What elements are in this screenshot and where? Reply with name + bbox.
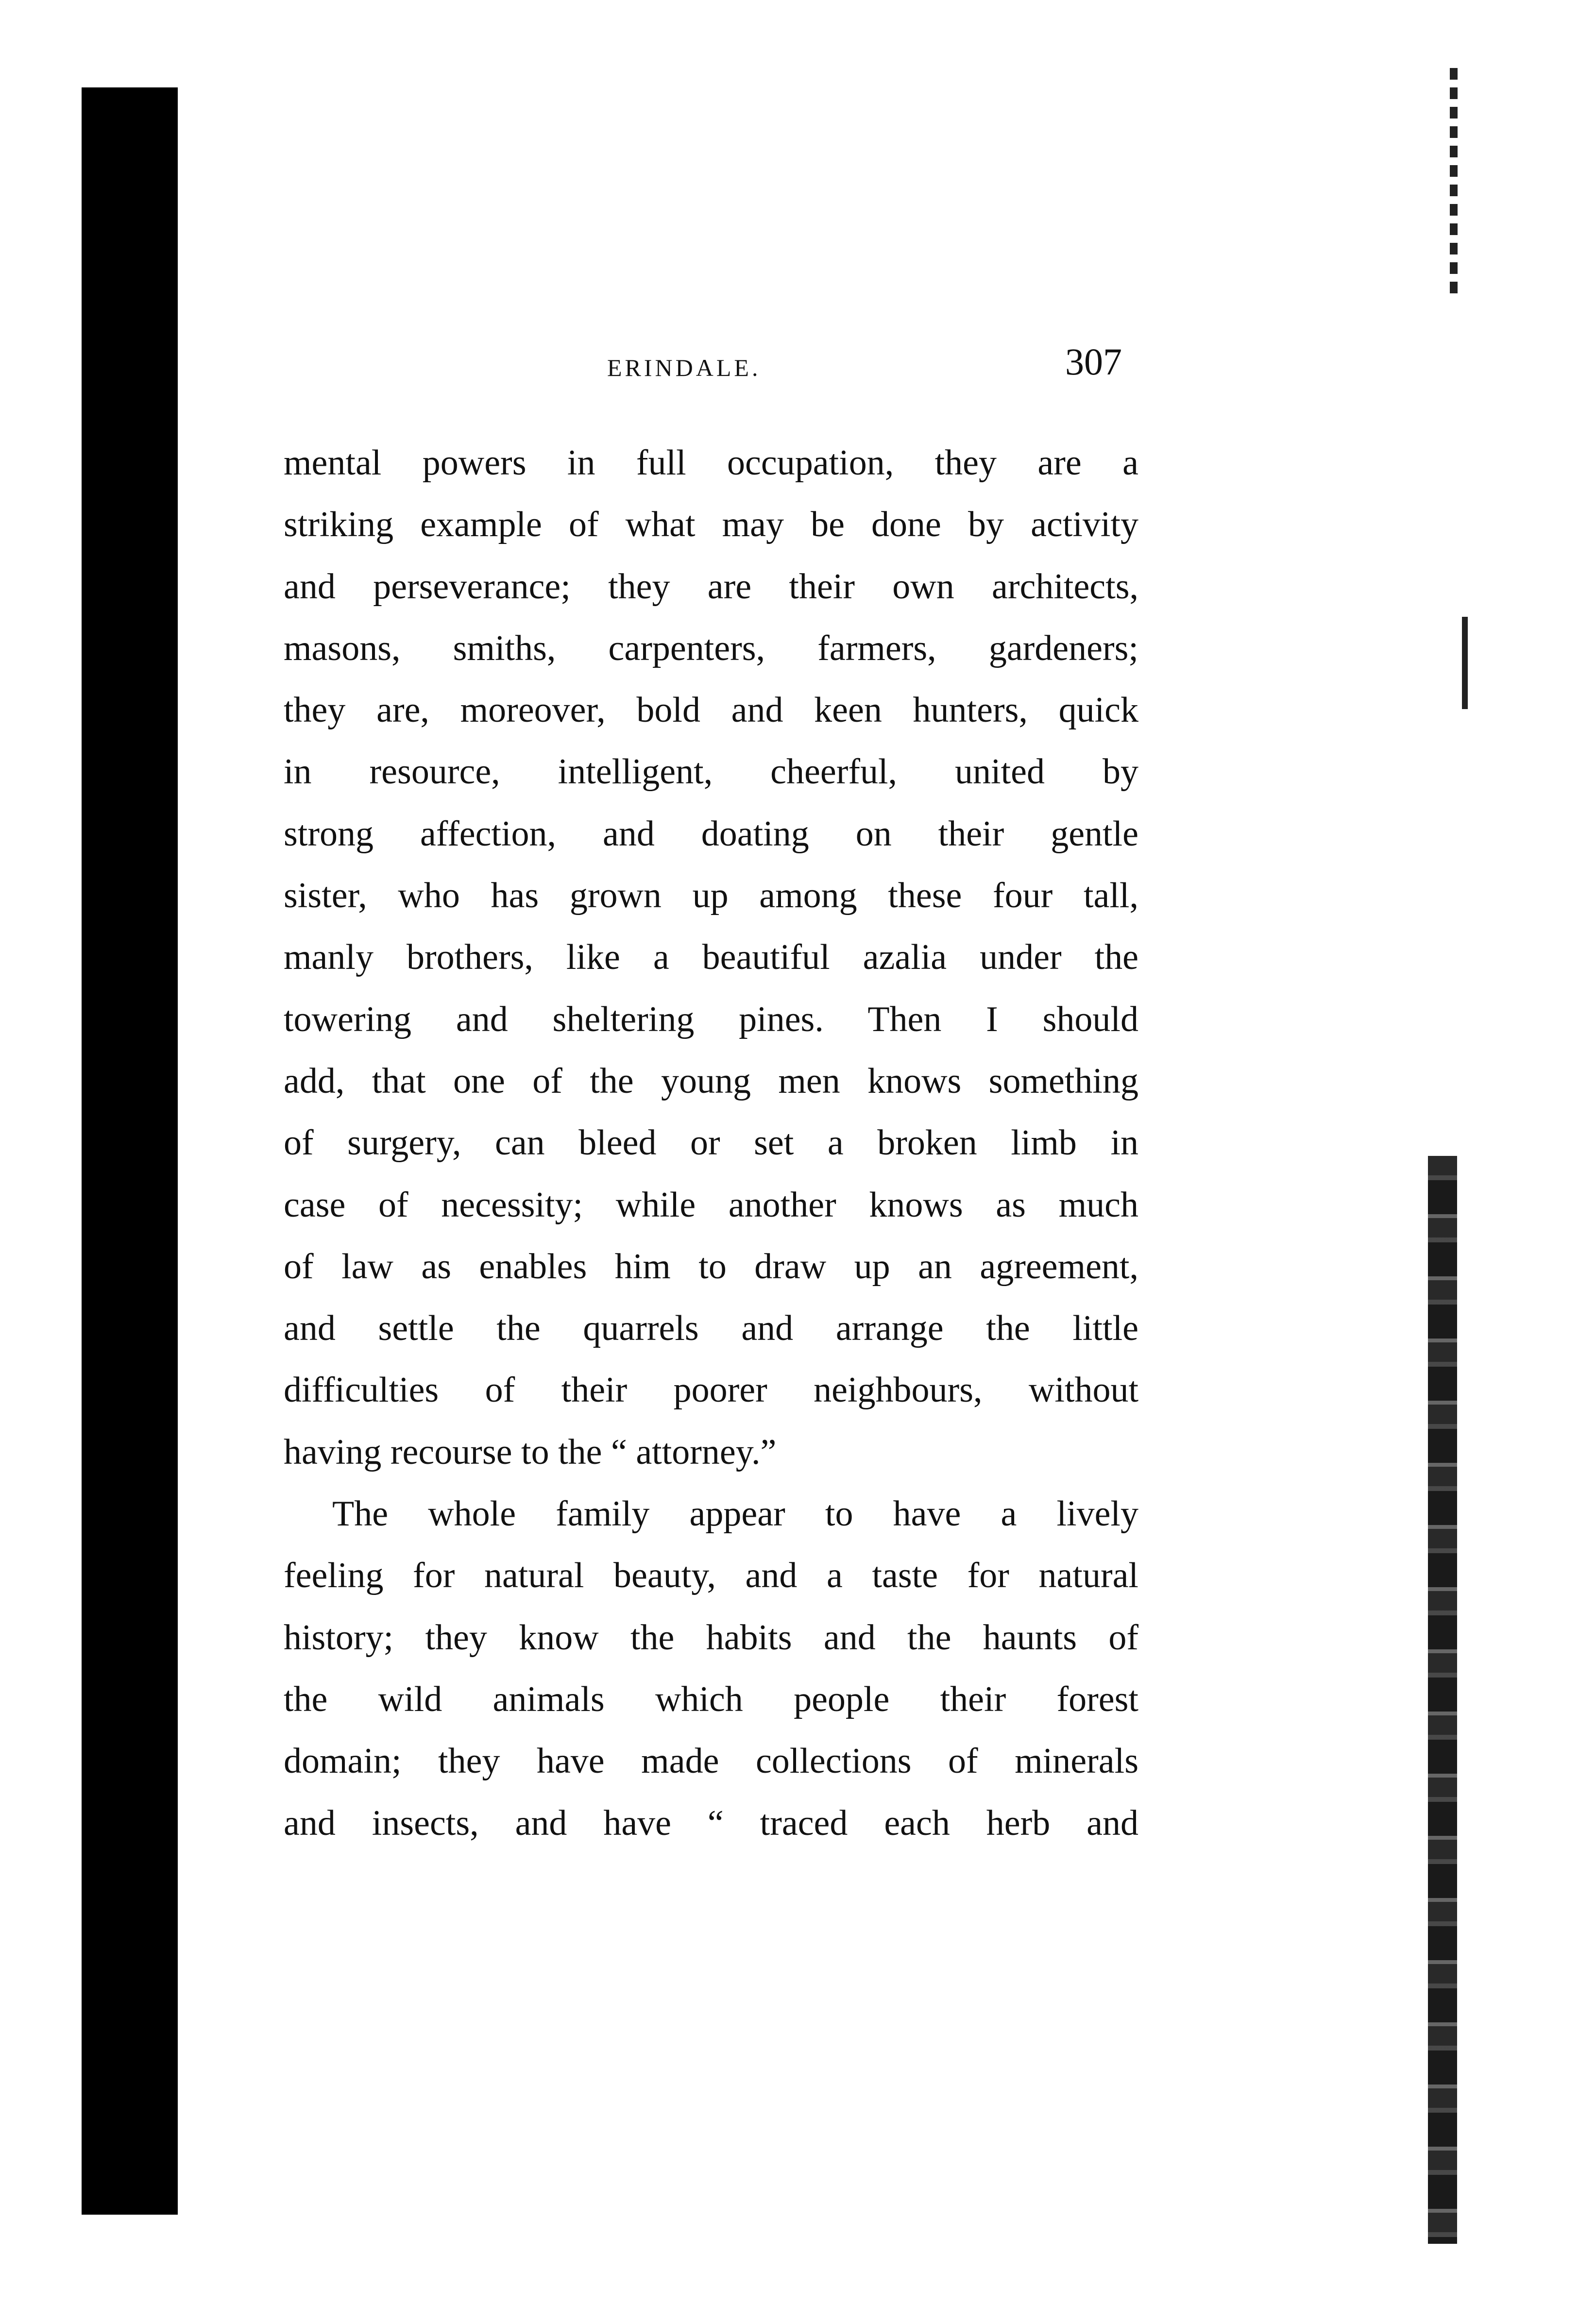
text-line: case of necessity; while another knows as much bbox=[284, 1185, 1138, 1225]
text-line: masons, smiths, carpenters, farmers, gardeners; bbox=[284, 628, 1138, 668]
text-line: manly brothers, like a beautiful azalia under the bbox=[284, 937, 1138, 978]
text-line: in resource, intelligent, cheerful, united by bbox=[284, 752, 1138, 792]
text-line: and perseverance; they are their own architects, bbox=[284, 566, 1138, 607]
text-line: history; they know the habits and the haunts of bbox=[284, 1617, 1138, 1658]
text-line: mental powers in full occupation, they are a bbox=[284, 443, 1138, 483]
text-line: and settle the quarrels and arrange the little bbox=[284, 1308, 1138, 1349]
text-line: add, that one of the young men knows something bbox=[284, 1061, 1138, 1101]
text-line: feeling for natural beauty, and a taste for natural bbox=[284, 1556, 1138, 1596]
paragraph-1 bbox=[284, 432, 1138, 1483]
text-line: sister, who has grown up among these four tall, bbox=[284, 876, 1138, 916]
text-line: having recourse to the “ attorney.” bbox=[284, 1432, 777, 1472]
text-line: towering and sheltering pines. Then I should bbox=[284, 999, 1138, 1039]
paragraph-2 bbox=[284, 1483, 1138, 1854]
text-line: and insects, and have “ traced each herb and bbox=[284, 1803, 1138, 1843]
page-header bbox=[282, 340, 1132, 398]
text-line: difficulties of their poorer neighbours, without bbox=[284, 1370, 1138, 1410]
text-line: the wild animals which people their forest bbox=[284, 1679, 1138, 1719]
page-body bbox=[284, 432, 1138, 1854]
text-line: of law as enables him to draw up an agreement, bbox=[284, 1246, 1138, 1287]
text-line: strong affection, and doating on their gentle bbox=[284, 814, 1138, 854]
page-number: 307 bbox=[1065, 340, 1122, 383]
scan-edge-artifact-mid bbox=[1462, 617, 1468, 709]
text-line: they are, moreover, bold and keen hunters, quick bbox=[284, 690, 1138, 730]
running-title: ERINDALE. bbox=[607, 354, 761, 381]
scan-edge-artifact-bottom bbox=[1428, 1156, 1457, 2244]
scan-edge-artifact-top bbox=[1450, 68, 1458, 301]
text-line: The whole family appear to have a lively bbox=[332, 1494, 1138, 1534]
scan-binding-shadow bbox=[82, 87, 178, 2215]
text-line: domain; they have made collections of minerals bbox=[284, 1741, 1138, 1781]
text-line: striking example of what may be done by activity bbox=[284, 505, 1138, 545]
text-line: of surgery, can bleed or set a broken limb in bbox=[284, 1123, 1138, 1163]
